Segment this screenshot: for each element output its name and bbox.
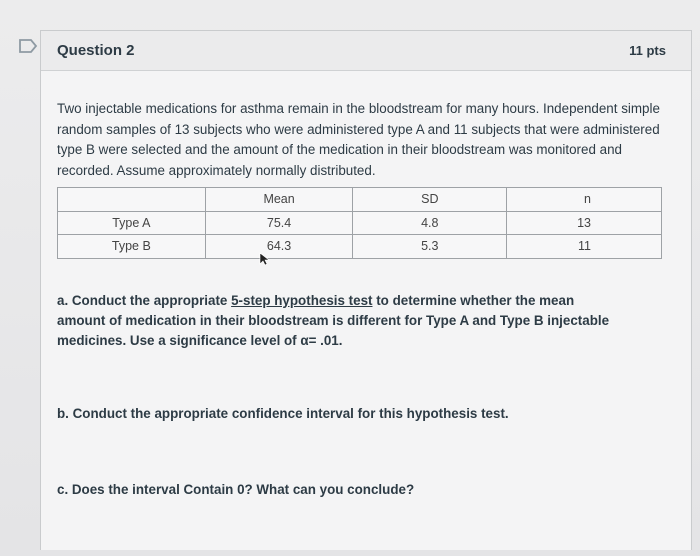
part-b-text: b. Conduct the appropriate confidence interval for this hypothesis test. — [57, 406, 509, 421]
question-intro: Two injectable medications for asthma remain in the bloodstream for many hours. Independent simple random samples of 13 subjects who were administered type A and 11 subjects that were administered type B were selected and the amount of the medication in their bloodstream was monitored and recorded. Assume approximately normally distributed. — [57, 101, 660, 178]
table-cell: Type A — [58, 211, 206, 235]
table-cell: 13 — [507, 211, 662, 235]
question-points: 11 pts — [629, 43, 666, 58]
table-header-row — [58, 188, 662, 212]
question-header — [41, 31, 691, 71]
part-c-text: c. Does the interval Contain 0? What can you conclude? — [57, 482, 415, 497]
mouse-pointer-icon — [259, 252, 271, 266]
table-cell: 64.3 — [205, 235, 353, 259]
hypothesis-test-link[interactable]: 5-step hypothesis test — [231, 293, 373, 308]
table-cell: 5.3 — [353, 235, 507, 259]
part-a-text — [57, 291, 617, 351]
question-card — [40, 30, 692, 550]
part-a-suffix: to determine whether the mean amount of medication in their bloodstream is different for Type A and Type B injectable medicines. Use a significance level of α= .01. — [57, 293, 610, 348]
table-cell: Type B — [58, 235, 206, 259]
table-cell: 11 — [507, 235, 662, 259]
table-row — [58, 211, 662, 235]
bookmark-flag-icon[interactable] — [18, 38, 38, 54]
table-header-cell — [58, 188, 206, 212]
question-title: Question 2 — [57, 42, 135, 59]
table-header-cell: SD — [353, 188, 507, 212]
table-cell: 75.4 — [205, 211, 353, 235]
table-cell: 4.8 — [353, 211, 507, 235]
data-table — [57, 187, 662, 259]
table-header-cell: n — [507, 188, 662, 212]
table-header-cell: Mean — [205, 188, 353, 212]
part-a-prefix: a. Conduct the appropriate — [57, 293, 232, 308]
table-row — [58, 235, 662, 259]
